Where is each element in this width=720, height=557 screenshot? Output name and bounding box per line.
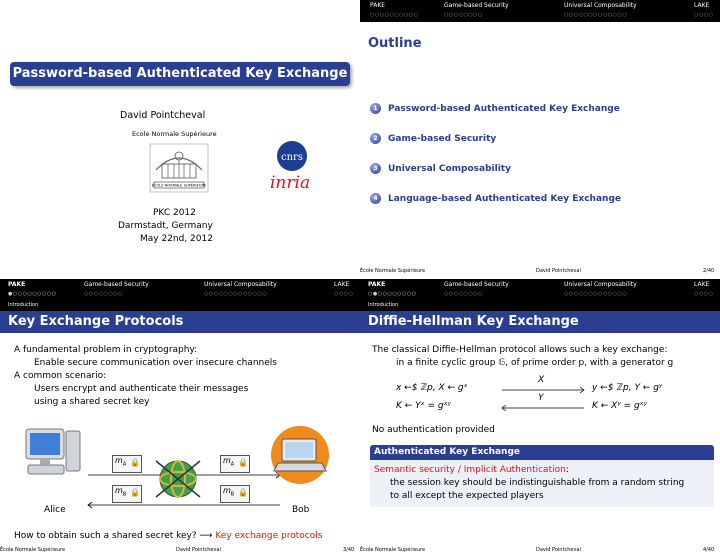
outline-item-4[interactable]: [370, 193, 621, 204]
outline-item-1[interactable]: [370, 103, 620, 114]
subsection-label: Introduction: [368, 302, 399, 308]
ake-block-header: [370, 445, 714, 460]
nav-dots-game[interactable]: ○○○○○○○○: [84, 291, 123, 297]
nav-section-pake[interactable]: PAKE: [368, 281, 386, 288]
nav-section-uc[interactable]: Universal Composability: [204, 281, 277, 288]
frame-title-bar: [360, 311, 720, 333]
footer-page: 2/40: [703, 268, 715, 274]
no-auth-note: No authentication provided: [372, 425, 495, 435]
nav-dots-pake[interactable]: ○○○○○○○○○○: [370, 12, 419, 18]
ake-block: [370, 445, 714, 507]
slide-outline: [360, 0, 720, 278]
nav-section-uc[interactable]: Universal Composability: [564, 2, 637, 9]
bob-label: Bob: [292, 505, 310, 515]
slide-footer: [360, 545, 720, 557]
nav-dots-lake[interactable]: ○○○○: [694, 291, 714, 297]
author-name: David Pointcheval: [120, 110, 206, 121]
item-number-badge: 2: [370, 133, 381, 144]
nav-section-lake[interactable]: LAKE: [694, 281, 710, 288]
nav-dots-lake[interactable]: ○○○○: [334, 291, 354, 297]
ake-block-line-3: to all except the expected players: [390, 491, 544, 501]
footer-page: 4/40: [703, 547, 715, 553]
answer-text: Key exchange protocols: [215, 531, 323, 541]
subsection-bar: [0, 301, 360, 311]
nav-section-pake[interactable]: PAKE: [8, 281, 26, 288]
nav-section-game[interactable]: Game-based Security: [444, 2, 509, 9]
nav-section-uc[interactable]: Universal Composability: [564, 281, 637, 288]
footer-author: David Pointcheval: [176, 547, 221, 553]
footer-author: David Pointcheval: [536, 547, 581, 553]
text-line: in a finite cyclic group 𝔾, of prime order p, with a generator g: [396, 358, 674, 368]
long-arrow-icon: ⟶: [199, 531, 213, 541]
nav-dots-pake[interactable]: ○●○○○○○○○○: [368, 291, 417, 297]
message-label: m: [223, 456, 231, 465]
ens-logo-label: ÉCOLE NORMALE SUPÉRIEURE: [151, 183, 207, 188]
ake-block-line-2: the session key should be indistinguishable from a random string: [390, 478, 685, 488]
alice-computer-icon: [24, 427, 84, 483]
cnrs-logo-icon: [276, 140, 308, 172]
colon: :: [565, 465, 569, 475]
frame-title: Diffie-Hellman Key Exchange: [368, 314, 579, 329]
item-number-badge: 1: [370, 103, 381, 114]
message-subscript: A: [122, 461, 127, 468]
nav-dots-pake[interactable]: ●○○○○○○○○○: [8, 291, 57, 297]
slide-footer: [0, 545, 360, 557]
ake-block-line-1: [374, 465, 569, 475]
question-line: [14, 531, 322, 541]
outline-item-label: Universal Composability: [388, 164, 511, 174]
cnrs-logo-text: cnrs: [281, 152, 303, 163]
slide-diffie-hellman: [360, 279, 720, 557]
nav-dots-uc[interactable]: ○○○○○○○○○○○○○: [204, 291, 268, 297]
dh-arrows-icon: [500, 383, 586, 413]
lock-icon: 🔒: [238, 458, 248, 467]
message-y: Y: [538, 393, 544, 403]
slide-key-exchange: [0, 279, 360, 557]
slide-footer: [360, 266, 720, 278]
lock-icon: 🔒: [130, 488, 140, 497]
nav-dots-lake[interactable]: ○○○○: [694, 12, 714, 18]
alice-label: Alice: [44, 505, 66, 515]
subsection-label: Introduction: [8, 302, 39, 308]
text-line: A fundamental problem in cryptography:: [14, 345, 198, 355]
item-number-badge: 3: [370, 163, 381, 174]
nav-bar: [360, 0, 720, 22]
footer-institution: École Normale Supérieure: [0, 547, 66, 553]
footer-institution: École Normale Supérieure: [360, 268, 426, 274]
bob-step-1: y ←$ ℤp, Y ← gʸ: [592, 383, 663, 393]
message-subscript: A: [230, 461, 235, 468]
text-line: using a shared secret key: [34, 397, 150, 407]
message-label: m: [115, 486, 123, 495]
slide-title: Outline: [368, 36, 422, 51]
item-number-badge: 4: [370, 193, 381, 204]
outline-item-label: Game-based Security: [388, 134, 497, 144]
inria-logo-icon: inria: [270, 173, 311, 193]
message-label: m: [115, 456, 123, 465]
outline-item-3[interactable]: [370, 163, 511, 174]
conference-date: May 22nd, 2012: [140, 234, 213, 244]
footer-institution: École Normale Supérieure: [360, 547, 426, 553]
message-x: X: [538, 375, 545, 385]
alice-step-2: K ← Yˣ = gˣʸ: [396, 401, 451, 411]
lock-icon: 🔒: [130, 458, 140, 467]
nav-section-pake[interactable]: PAKE: [370, 2, 386, 9]
footer-page: 3/40: [343, 547, 355, 553]
ens-logo-icon: [148, 142, 210, 194]
semantic-security-term: Semantic security / Implicit Authentication: [374, 465, 566, 475]
network-globe-icon: [150, 451, 206, 507]
text-line: Users encrypt and authenticate their messages: [34, 384, 249, 394]
nav-bar: [0, 279, 360, 301]
text-line: Enable secure communication over insecure channels: [34, 358, 277, 368]
slide-title: [0, 0, 360, 278]
outline-item-label: Password-based Authenticated Key Exchange: [388, 104, 620, 114]
nav-dots-game[interactable]: ○○○○○○○○: [444, 291, 483, 297]
question-text: How to obtain such a shared secret key?: [14, 531, 197, 541]
nav-section-game[interactable]: Game-based Security: [84, 281, 149, 288]
nav-dots-uc[interactable]: ○○○○○○○○○○○○○: [564, 291, 628, 297]
text-line: The classical Diffie-Hellman protocol allows such a key exchange:: [372, 345, 668, 355]
nav-dots-uc[interactable]: ○○○○○○○○○○○○○: [564, 12, 628, 18]
lock-icon: 🔒: [238, 488, 248, 497]
message-subscript: B: [122, 491, 127, 498]
bob-laptop-icon: [268, 425, 332, 485]
nav-section-lake[interactable]: LAKE: [694, 2, 710, 9]
nav-bar: [360, 279, 720, 301]
outline-item-label: Language-based Authenticated Key Exchange: [388, 194, 621, 204]
text-line: A common scenario:: [14, 371, 107, 381]
presentation-title: Password-based Authenticated Key Exchange: [10, 62, 350, 86]
footer-author: David Pointcheval: [536, 268, 581, 274]
nav-dots-game[interactable]: ○○○○○○○○: [444, 12, 483, 18]
frame-title-bar: [0, 311, 360, 333]
nav-section-game[interactable]: Game-based Security: [444, 281, 509, 288]
ake-block-title: Authenticated Key Exchange: [374, 447, 521, 457]
message-subscript: B: [230, 491, 235, 498]
conference-name: PKC 2012: [153, 208, 196, 218]
subsection-bar: [360, 301, 720, 311]
outline-item-2[interactable]: [370, 133, 496, 144]
bob-step-2: K ← Xʸ = gˣʸ: [592, 401, 648, 411]
frame-title: Key Exchange Protocols: [8, 314, 184, 329]
conference-location: Darmstadt, Germany: [118, 221, 213, 231]
message-label: m: [223, 486, 231, 495]
nav-section-lake[interactable]: LAKE: [334, 281, 350, 288]
affiliation: Ecole Normale Supérieure: [132, 130, 217, 138]
alice-step-1: x ←$ ℤp, X ← gˣ: [396, 383, 468, 393]
